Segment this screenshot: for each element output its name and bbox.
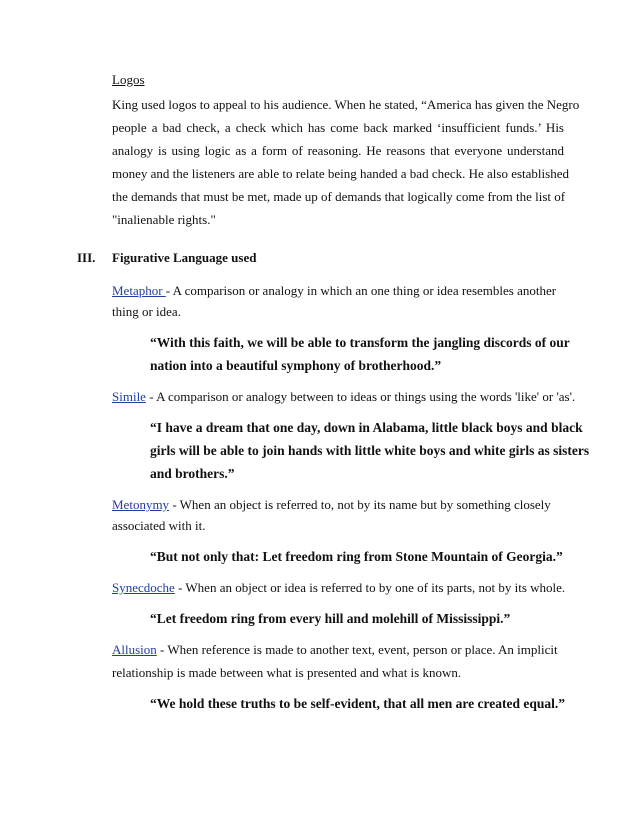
- logos-paragraph-line-2: people a bad check, a check which has come back marked ‘insufficient funds.’ His: [112, 120, 564, 135]
- logos-heading: Logos: [112, 72, 145, 87]
- synecdoche-definition-text: - When an object or idea is referred to by one of its parts, not by its whole.: [174, 580, 566, 595]
- allusion-definition-line-2: relationship is made between what is presented and what is known.: [112, 665, 462, 680]
- allusion-quote: “We hold these truths to be self-evident, that all men are created equal.”: [150, 696, 565, 711]
- simile-quote-line-1: “I have a dream that one day, down in Alabama, little black boys and black: [150, 420, 583, 435]
- metonymy-definition: [112, 497, 551, 513]
- logos-paragraph-line-4: money and the listeners are able to relate being handed a bad check. He also established: [112, 166, 569, 181]
- metonymy-definition-line-2: associated with it.: [112, 518, 206, 533]
- simile-quote-line-3: and brothers.”: [150, 466, 235, 481]
- metaphor-quote-line-2: nation into a beautiful symphony of brotherhood.”: [150, 358, 442, 373]
- metonymy-quote: “But not only that: Let freedom ring from Stone Mountain of Georgia.”: [150, 549, 563, 564]
- section-numeral: III.: [77, 250, 96, 265]
- allusion-definition: [112, 642, 558, 658]
- logos-paragraph-line-1: King used logos to appeal to his audience. When he stated, “America has given the Negro: [112, 97, 580, 112]
- metaphor-definition-text: - A comparison or analogy in which an one thing or idea resembles another: [165, 283, 557, 298]
- metaphor-definition: [112, 283, 556, 299]
- simile-link[interactable]: Simile: [112, 389, 146, 404]
- section-title: Figurative Language used: [112, 250, 257, 265]
- synecdoche-definition: [112, 580, 565, 596]
- metaphor-definition-line-2: thing or idea.: [112, 304, 181, 319]
- logos-paragraph-line-3: analogy is using logic as a form of reasoning. He reasons that everyone understand: [112, 143, 564, 158]
- metonymy-definition-text: - When an object is referred to, not by its name but by something closely: [169, 497, 551, 512]
- metaphor-link[interactable]: Metaphor: [112, 283, 166, 298]
- metonymy-link[interactable]: Metonymy: [112, 497, 170, 512]
- synecdoche-quote: “Let freedom ring from every hill and molehill of Mississippi.”: [150, 611, 511, 626]
- metaphor-quote-line-1: “With this faith, we will be able to transform the jangling discords of our: [150, 335, 570, 350]
- logos-paragraph-line-6: "inalienable rights.": [112, 212, 216, 227]
- allusion-definition-text: - When reference is made to another text, event, person or place. An implicit: [156, 642, 558, 657]
- simile-definition-text: - A comparison or analogy between to ideas or things using the words 'like' or 'as'.: [145, 389, 576, 404]
- logos-paragraph-line-5: the demands that must be met, made up of demands that logically come from the list of: [112, 189, 566, 204]
- allusion-link[interactable]: Allusion: [112, 642, 157, 657]
- simile-quote-line-2: girls will be able to join hands with little white boys and white girls as sisters: [150, 443, 590, 458]
- synecdoche-link[interactable]: Synecdoche: [112, 580, 175, 595]
- simile-definition: [112, 389, 575, 405]
